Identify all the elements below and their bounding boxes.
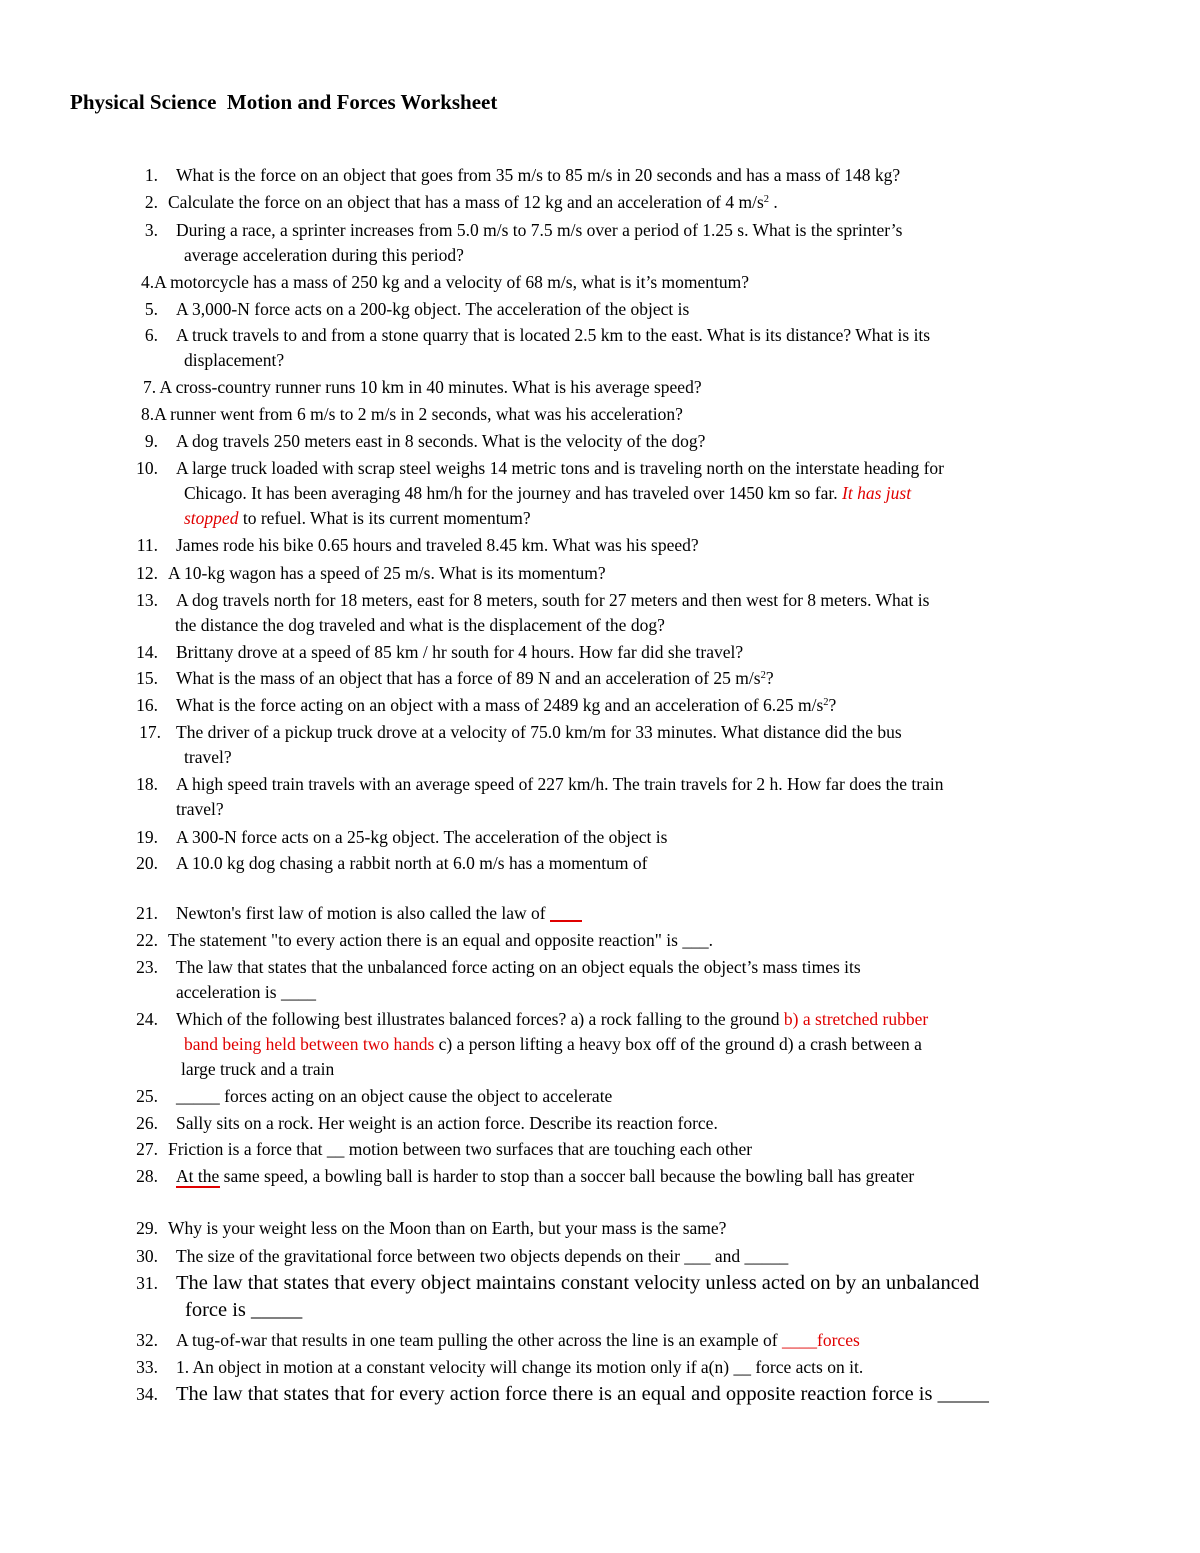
question-text-line-3: stopped to refuel. What is its current momentum?: [184, 508, 531, 528]
question-text: 4.A motorcycle has a mass of 250 kg and a velocity of 68 m/s, what is it’s momentum?: [141, 272, 750, 292]
question-number: 29.: [136, 1218, 158, 1238]
question-text-line-1: A dog travels north for 18 meters, east for 8 meters, south for 27 meters and then west for 8 meters. What is: [176, 590, 930, 610]
question-number: 16.: [136, 695, 158, 715]
question-number: 19.: [136, 827, 158, 847]
question-text-line-1: During a race, a sprinter increases from 5.0 m/s to 7.5 m/s over a period of 1.25 s. What is the sprinter’s: [176, 220, 903, 240]
question-text: A tug-of-war that results in one team pulling the other across the line is an example of ____forces: [176, 1330, 860, 1350]
question-text-line-1: A high speed train travels with an average speed of 227 km/h. The train travels for 2 h. How far does the train: [176, 774, 944, 794]
question-text-line-1: The law that states that the unbalanced force acting on an object equals the object’s mass times its: [176, 957, 861, 977]
question-text-line-1: The driver of a pickup truck drove at a velocity of 75.0 km/m for 33 minutes. What distance did the bus: [176, 722, 902, 742]
question-text: The size of the gravitational force between two objects depends on their ___ and _____: [176, 1246, 789, 1266]
question-number: 17.: [139, 722, 161, 742]
question-text: A dog travels 250 meters east in 8 seconds. What is the velocity of the dog?: [176, 431, 706, 451]
question-number: 5.: [144, 299, 158, 319]
question-text-line-2: travel?: [184, 747, 232, 767]
question-text: Why is your weight less on the Moon than on Earth, but your mass is the same?: [168, 1218, 727, 1238]
question-text-line-1: The law that states that every object maintains constant velocity unless acted on by an unbalanced: [176, 1272, 980, 1294]
question-number: 34.: [136, 1384, 158, 1404]
question-number: 12.: [136, 563, 158, 583]
question-text-line-1: A large truck loaded with scrap steel weighs 14 metric tons and is traveling north on the interstate heading for: [176, 458, 945, 478]
question-text: A 10.0 kg dog chasing a rabbit north at 6.0 m/s has a momentum of: [176, 853, 648, 873]
question-number: 3.: [144, 220, 158, 240]
question-number: 25.: [136, 1086, 158, 1106]
question-number: 22.: [136, 930, 158, 950]
question-text: What is the force on an object that goes from 35 m/s to 85 m/s in 20 seconds and has a mass of 148 kg?: [176, 165, 901, 185]
question-number: 23.: [136, 957, 158, 977]
question-text: Friction is a force that __ motion between two surfaces that are touching each other: [168, 1139, 753, 1159]
answer-blank: [176, 1186, 220, 1188]
question-text: 8.A runner went from 6 m/s to 2 m/s in 2 seconds, what was his acceleration?: [141, 404, 683, 424]
question-text: The law that states that for every action force there is an equal and opposite reaction force is _____: [176, 1383, 989, 1405]
question-text-line-2: acceleration is ____: [176, 982, 316, 1002]
question-text: Brittany drove at a speed of 85 km / hr south for 4 hours. How far did she travel?: [176, 642, 744, 662]
question-number: 20.: [136, 853, 158, 873]
question-number: 14.: [136, 642, 158, 662]
answer-blank: [550, 903, 582, 922]
question-number: 11.: [136, 535, 158, 555]
question-text-line-3: large truck and a train: [181, 1059, 335, 1079]
question-text: 1. An object in motion at a constant velocity will change its motion only if a(n) __ force acts on it.: [176, 1357, 864, 1377]
question-number: 28.: [136, 1166, 158, 1186]
question-number: 6.: [144, 325, 158, 345]
question-text: At the same speed, a bowling ball is harder to stop than a soccer ball because the bowling ball has greater: [176, 1166, 915, 1186]
question-text: The statement "to every action there is an equal and opposite reaction" is ___.: [168, 930, 713, 950]
question-number: 26.: [136, 1113, 158, 1133]
question-number: 24.: [136, 1009, 158, 1029]
question-text-line-2: band being held between two hands c) a person lifting a heavy box off of the ground d) a crash between a: [184, 1034, 922, 1054]
question-number: 30.: [136, 1246, 158, 1266]
question-text-line-1: A truck travels to and from a stone quarry that is located 2.5 km to the east. What is its distance? What is its: [176, 325, 931, 345]
question-number: 32.: [136, 1330, 158, 1350]
question-text: A 300-N force acts on a 25-kg object. The acceleration of the object is: [176, 827, 668, 847]
page-title: Physical Science Motion and Forces Worksheet: [70, 90, 498, 114]
question-text: What is the mass of an object that has a force of 89 N and an acceleration of 25 $m/s^2$?: [176, 668, 774, 688]
question-text-line-2: force is _____: [185, 1299, 303, 1321]
question-number: 1.: [144, 165, 158, 185]
question-text: What is the force acting on an object with a mass of 2489 kg and an acceleration of 6.25 $m/s^2$?: [176, 695, 837, 715]
question-number: 18.: [136, 774, 158, 794]
question-text-line-1: Which of the following best illustrates balanced forces? a) a rock falling to the ground b) a stretched rubber: [176, 1009, 929, 1029]
question-text: _____ forces acting on an object cause the object to accelerate: [176, 1086, 613, 1106]
question-text: Sally sits on a rock. Her weight is an action force. Describe its reaction force.: [176, 1113, 718, 1133]
question-number: 15.: [136, 668, 158, 688]
question-text: A 10-kg wagon has a speed of 25 m/s. What is its momentum?: [168, 563, 606, 583]
question-text-line-2: travel?: [176, 799, 224, 819]
question-text: James rode his bike 0.65 hours and traveled 8.45 km. What was his speed?: [176, 535, 699, 555]
question-text-line-2: average acceleration during this period?: [184, 245, 464, 265]
question-text-line-2: the distance the dog traveled and what is the displacement of the dog?: [175, 615, 665, 635]
question-text: Calculate the force on an object that has a mass of 12 kg and an acceleration of 4 $m/s^2$ .: [168, 192, 778, 212]
question-number: 9.: [144, 431, 158, 451]
question-number: 33.: [136, 1357, 158, 1377]
question-text: 7. A cross-country runner runs 10 km in 40 minutes. What is his average speed?: [143, 377, 702, 397]
question-text-line-2: Chicago. It has been averaging 48 hm/h for the journey and has traveled over 1450 km so far. It has just: [184, 483, 912, 503]
question-text: Newton's first law of motion is also called the law of: [176, 901, 582, 926]
question-number: 31.: [136, 1273, 158, 1293]
question-text: A 3,000-N force acts on a 200-kg object. The acceleration of the object is: [176, 299, 690, 319]
question-number: 10.: [136, 458, 158, 478]
question-number: 2.: [144, 192, 158, 212]
question-text-line-2: displacement?: [184, 350, 285, 370]
question-number: 21.: [136, 903, 158, 923]
question-number: 27.: [136, 1139, 158, 1159]
question-number: 13.: [136, 590, 158, 610]
